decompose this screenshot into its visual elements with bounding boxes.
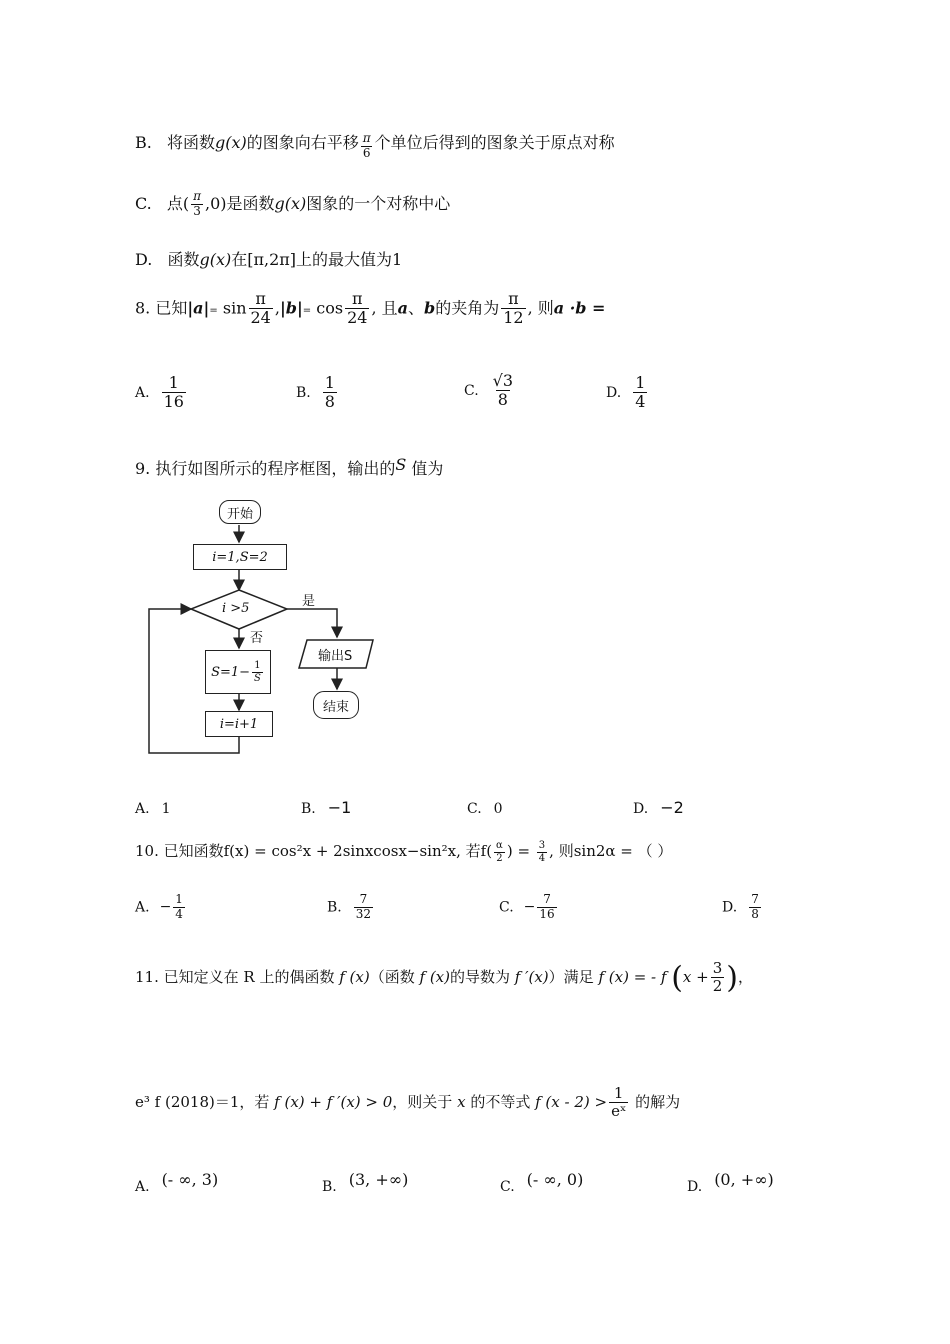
q10-stem: 10. 已知函数f(x) = cos²x + 2sinxcosx−sin²x, 若f( $\frac{\alpha}{2}$ ) = $\frac{3}{4}$ , 则sin2α = （ ） [135, 840, 673, 864]
pi-over-6: $\frac{\pi}{6}$ [362, 131, 371, 160]
q11-stem-line1: 11. 已知定义在 R 上的偶函数 f (x)（函数 f (x)的导数为 f ′(x)）满足 f (x) = - f (x + $\frac{3}{2}$ )， [135, 959, 753, 996]
q11-option-c: C. (- ∞, 0) [500, 1170, 584, 1195]
q11-option-a: A. (- ∞, 3) [135, 1170, 219, 1195]
q8-option-c: C. $\frac{√3}{8}$ [464, 371, 514, 410]
q9-option-d: D. −2 [633, 798, 684, 817]
pi-over-24: $\frac{\pi}{24}$ [250, 289, 271, 328]
pi-over-24: $\frac{\pi}{24}$ [347, 289, 368, 328]
flow-output: 输出S [318, 649, 353, 664]
flow-condition: i >5 [222, 601, 250, 616]
pi-over-3: $\frac{\pi}{3}$ [193, 189, 202, 218]
q7-option-c: C. 点( $\frac{\pi}{3}$ ,0)是函数g(x)图象的一个对称中心 [135, 189, 451, 218]
pi-over-12: $\frac{\pi}{12}$ [503, 289, 524, 328]
flow-assign: S=1− $\frac{1}{S}$ [205, 650, 271, 694]
option-label: C. [135, 193, 152, 213]
q8-option-d: D. $\frac{1}{4}$ [606, 373, 646, 412]
option-label: B. [135, 133, 152, 152]
q10-option-a: A. − $\frac{1}{4}$ [135, 892, 183, 921]
q9-option-b: B. −1 [301, 798, 352, 817]
q10-option-c: C. − $\frac{7}{16}$ [499, 892, 555, 921]
flow-end: 结束 [313, 691, 359, 719]
flow-increment: i=i+1 [205, 711, 273, 737]
q10-option-d: D. $\frac{7}{8}$ [722, 892, 759, 921]
flow-init: i=1,S=2 [193, 544, 287, 570]
q11-stem-line2: e³ f (2018)＝1，若 f (x) + f ′(x) > 0，则关于 x 的不等式 f (x - 2) > $\frac{1}{\text{eˣ}}$ 的解为 [135, 1084, 681, 1121]
q10-option-b: B. $\frac{7}{32}$ [327, 892, 372, 921]
q9-stem: 9. 执行如图所示的程序框图，输出的S 值为 [135, 455, 444, 478]
flow-no-label: 否 [250, 631, 264, 646]
option-label: D. [135, 250, 153, 269]
q7-option-b: B. 将函数g(x)的图象向右平移 $\frac{\pi}{6}$ 个单位后得到的图象关于原点对称 [135, 131, 615, 160]
q7-option-d: D. 函数g(x)在[π,2π]上的最大值为1 [135, 250, 403, 269]
q8-stem: 8. 已知|a|= sin $\frac{\pi}{24}$ ,|b|= cos $\frac{\pi}{24}$ , 且a、b的夹角为 $\frac{\pi}{12}$ , 则a ·b = [135, 289, 606, 328]
q8-option-a: A. $\frac{1}{16}$ [135, 373, 184, 412]
q9-option-a: A. 1 [135, 801, 171, 817]
q11-option-d: D. (0, +∞) [687, 1170, 774, 1195]
q9-option-c: C. 0 [467, 801, 503, 817]
flow-start: 开始 [219, 500, 261, 524]
q8-option-b: B. $\frac{1}{8}$ [296, 373, 335, 412]
q11-option-b: B. (3, +∞) [322, 1170, 409, 1195]
flow-yes-label: 是 [302, 594, 316, 609]
